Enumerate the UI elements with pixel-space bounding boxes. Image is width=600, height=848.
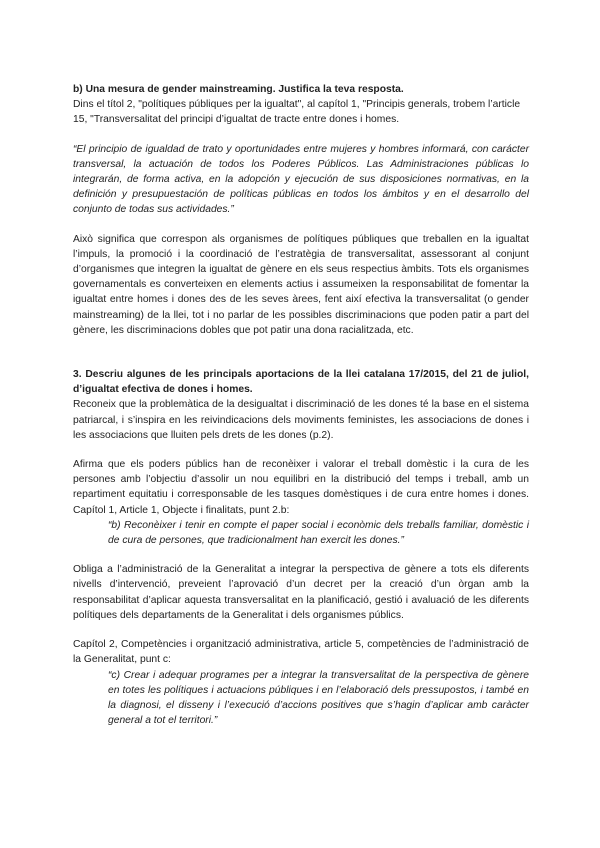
section-3-paragraph-1: Reconeix que la problemàtica de la desigualtat i discriminació de les dones té la base en el sistema patriarcal, i s’inspira en les reivindicacions dels moviments feministes, les associacions de dones i les associacions que lluiten pels drets de les dones (p.2). xyxy=(73,399,529,441)
document-body xyxy=(73,82,529,728)
section-3-quote-2: “c) Crear i adequar programes per a integrar la transversalitat de la perspectiva de gènere en totes les polítiques i actuacions públiques i en l’elaboració dels pressupostos, i també en la diagnosi, el disseny i l’execució d’accions positives que s’hagin d’aplicar amb caràcter general a tot el territori.” xyxy=(108,669,529,727)
section-3-quote-1: “b) Reconèixer i tenir en compte el paper social i econòmic dels treballs familiar, domèstic i de cura de persones, que tradicionalment han exercit les dones.” xyxy=(108,519,529,547)
section-3-paragraph-3: Obliga a l’administració de la Generalitat a integrar la perspectiva de gènere a tots els diferents nivells d’intervenció, preveient l’aprovació d’un decret per la creació d’un òrgan amb la responsabilitat d’aplicar aquesta transversalitat en la planificació, gestió i avaluació de les diferents polítiques dels departaments de la Generalitat i dels organismes públics. xyxy=(73,564,529,621)
section-b-heading: b) Una mesura de gender mainstreaming. Justifica la teva resposta. xyxy=(73,84,404,95)
section-3-paragraph-4: Capítol 2, Competències i organització administrativa, article 5, competències de l’administració de la Generalitat, punt c: xyxy=(73,639,529,666)
section-b-quote: “El principio de igualdad de trato y oportunidades entre mujeres y hombres informará, con carácter transversal, la actuación de todos los Poderes Públicos. Las Administraciones públicas lo integrarán, de forma activa, en la adopción y ejecución de sus disposiciones normativas, en la definición y presupuestación de políticas públicas en todos los ámbitos y en el desarrollo del conjunto de todas sus actividades.” xyxy=(73,143,529,216)
section-3-heading: 3. Descriu algunes de les principals aportacions de la llei catalana 17/2015, del 21 de juliol, d’igualtat efectiva de dones i homes. xyxy=(73,369,529,396)
section-b-intro: Dins el títol 2, "polítiques públiques per la igualtat", al capítol 1, "Principis generals, trobem l’article 15, "Transversalitat del principi d’igualtat de tracte entre dones i homes. xyxy=(73,99,521,126)
section-3-paragraph-2: Afirma que els poders públics han de reconèixer i valorar el treball domèstic i la cura de les persones amb l’objectiu d’assolir un nou equilibri en la distribució del temps i treball, amb un repartiment equitatiu i corresponsable de les tasques domèstiques i de cura entre homes i dones. Capítol 1, Article 1, Objecte i finalitats, punt 2.b: xyxy=(73,459,529,516)
section-b-explanation: Això significa que correspon als organismes de polítiques públiques que treballen en la igualtat l’impuls, la promoció i la coordinació de l’estratègia de transversalitat, assessorant al conjunt d’organismes que integren la igualtat de gènere en els seus respectius àmbits. Tots els organismes governamentals es converteixen en elements actius i assumeixen la responsabilitat de fomentar la igualtat entre homes i dones des de les seves àrees, fent així efectiva la transversalitat (o gender mainstreaming) de la llei, tot i no parlar de les possibles discriminacions que poden patir a part del gènere, les discriminacions dobles que pot patir una dona racialitzada, etc. xyxy=(73,233,529,336)
